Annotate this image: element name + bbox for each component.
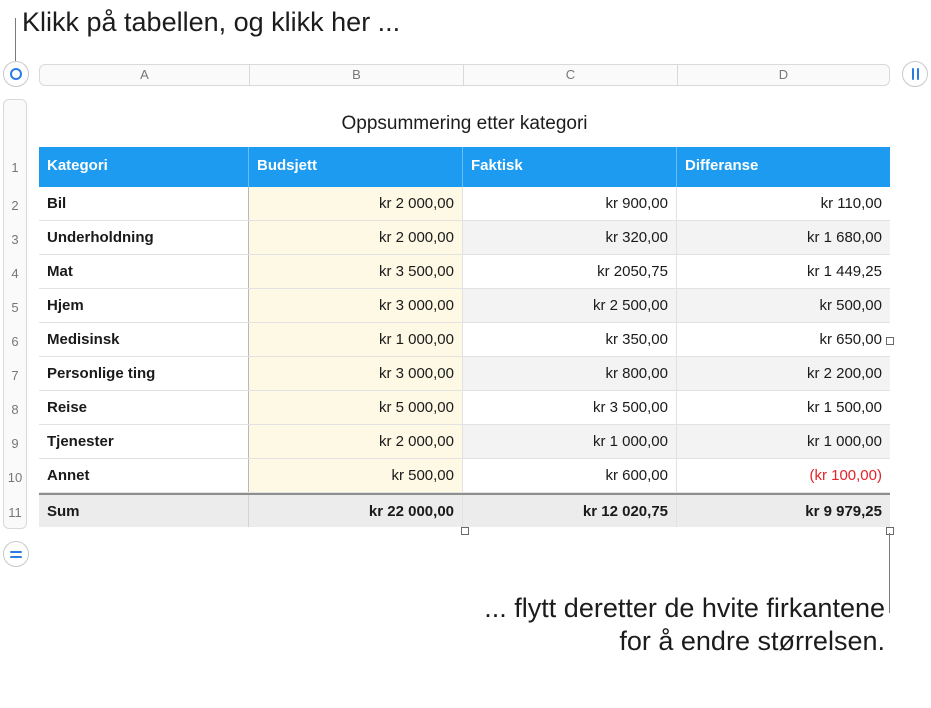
callout-bottom-pointer-line [889,533,890,613]
row-number-8[interactable]: 8 [11,402,19,417]
actual-cell[interactable]: kr 900,00 [463,187,677,220]
table-row [39,459,890,493]
difference-cell[interactable]: kr 1 000,00 [677,425,890,458]
row-number-10[interactable]: 10 [7,470,23,485]
select-table-button[interactable] [3,61,29,87]
add-column-button[interactable] [902,61,928,87]
budget-cell[interactable]: kr 2 000,00 [249,187,463,220]
row-handle-icon-bar [10,556,22,558]
footer-cell-actual-total[interactable]: kr 12 020,75 [463,495,677,527]
budget-cell[interactable]: kr 5 000,00 [249,391,463,424]
column-letter-b[interactable]: B [250,65,464,85]
add-row-button[interactable] [3,541,29,567]
budget-cell[interactable]: kr 3 000,00 [249,357,463,390]
row-number-9[interactable]: 9 [11,436,19,451]
row-number-2[interactable]: 2 [11,198,19,213]
category-cell[interactable]: Reise [39,391,249,424]
difference-cell[interactable]: kr 2 200,00 [677,357,890,390]
row-number-6[interactable]: 6 [11,334,19,349]
footer-cell-sum-label[interactable]: Sum [39,495,249,527]
actual-cell[interactable]: kr 800,00 [463,357,677,390]
row-number-1[interactable]: 1 [11,160,19,175]
difference-cell[interactable]: kr 110,00 [820,195,882,212]
category-cell[interactable]: Hjem [39,289,249,322]
difference-cell[interactable]: kr 500,00 [677,289,890,322]
table-row [39,289,890,323]
table-row [39,357,890,391]
table-row [39,425,890,459]
budget-cell[interactable]: kr 2 000,00 [249,221,463,254]
budget-cell[interactable]: kr 3 500,00 [249,255,463,288]
resize-handle-right[interactable] [886,337,894,345]
summary-table[interactable] [39,147,890,527]
row-handle-icon-bar [10,551,22,553]
footer-cell-difference-total[interactable]: kr 9 979,25 [805,502,882,520]
column-header-bar [39,64,890,86]
row-number-5[interactable]: 5 [11,300,19,315]
row-header-bar [3,99,27,529]
callout-top-instruction: Klikk på tabellen, og klikk her ... [22,7,401,37]
row-number-3[interactable]: 3 [11,232,19,247]
actual-cell[interactable]: kr 320,00 [463,221,677,254]
header-cell-differanse[interactable]: Differanse [685,157,759,174]
table-title[interactable]: Oppsummering etter kategori [341,113,588,134]
table-row [39,391,890,425]
actual-cell[interactable]: kr 600,00 [463,459,677,492]
table-footer-row [39,493,890,527]
footer-cell-budget-total[interactable]: kr 22 000,00 [249,495,463,527]
actual-cell[interactable]: kr 2050,75 [463,255,677,288]
callout-top-pointer-line [15,18,16,62]
difference-cell[interactable]: kr 1 680,00 [677,221,890,254]
difference-cell[interactable]: kr 1 500,00 [806,399,882,416]
table-header-row [39,147,890,187]
header-cell-budsjett[interactable]: Budsjett [249,147,463,187]
header-cell-kategori[interactable]: Kategori [39,147,249,187]
category-cell[interactable]: Personlige ting [39,357,249,390]
resize-handle-bottom[interactable] [461,527,469,535]
budget-cell[interactable]: kr 1 000,00 [249,323,463,356]
category-cell[interactable]: Mat [39,255,249,288]
header-cell-faktisk[interactable]: Faktisk [463,147,677,187]
budget-cell[interactable]: kr 2 000,00 [249,425,463,458]
callout-bottom-instruction: ... flytt deretter de hvite firkantene for å endre størrelsen. [484,593,885,656]
resize-handle-corner[interactable] [886,527,894,535]
column-letter-d[interactable]: D [778,67,789,82]
actual-cell[interactable]: kr 2 500,00 [463,289,677,322]
actual-cell[interactable]: kr 350,00 [463,323,677,356]
table-row [39,323,890,357]
row-number-4[interactable]: 4 [11,266,19,281]
column-letter-c[interactable]: C [464,65,678,85]
budget-cell[interactable]: kr 500,00 [249,459,463,492]
category-cell[interactable]: Medisinsk [39,323,249,356]
table-row [39,187,890,221]
category-cell[interactable]: Bil [39,187,249,220]
column-handle-icon-bar [912,68,914,80]
table-row [39,221,890,255]
actual-cell[interactable]: kr 3 500,00 [463,391,677,424]
budget-cell[interactable]: kr 3 000,00 [249,289,463,322]
difference-cell[interactable]: kr 1 449,25 [806,263,882,280]
category-cell[interactable]: Underholdning [39,221,249,254]
column-letter-a[interactable]: A [40,65,250,85]
table-row [39,255,890,289]
row-number-11[interactable]: 11 [8,505,22,520]
difference-cell[interactable]: kr 650,00 [819,331,882,348]
actual-cell[interactable]: kr 1 000,00 [463,425,677,458]
column-handle-icon-bar [917,68,919,80]
row-number-7[interactable]: 7 [11,368,19,383]
circle-icon [10,68,22,80]
category-cell[interactable]: Tjenester [39,425,249,458]
difference-cell-negative[interactable]: (kr 100,00) [809,467,882,484]
category-cell[interactable]: Annet [39,459,249,492]
